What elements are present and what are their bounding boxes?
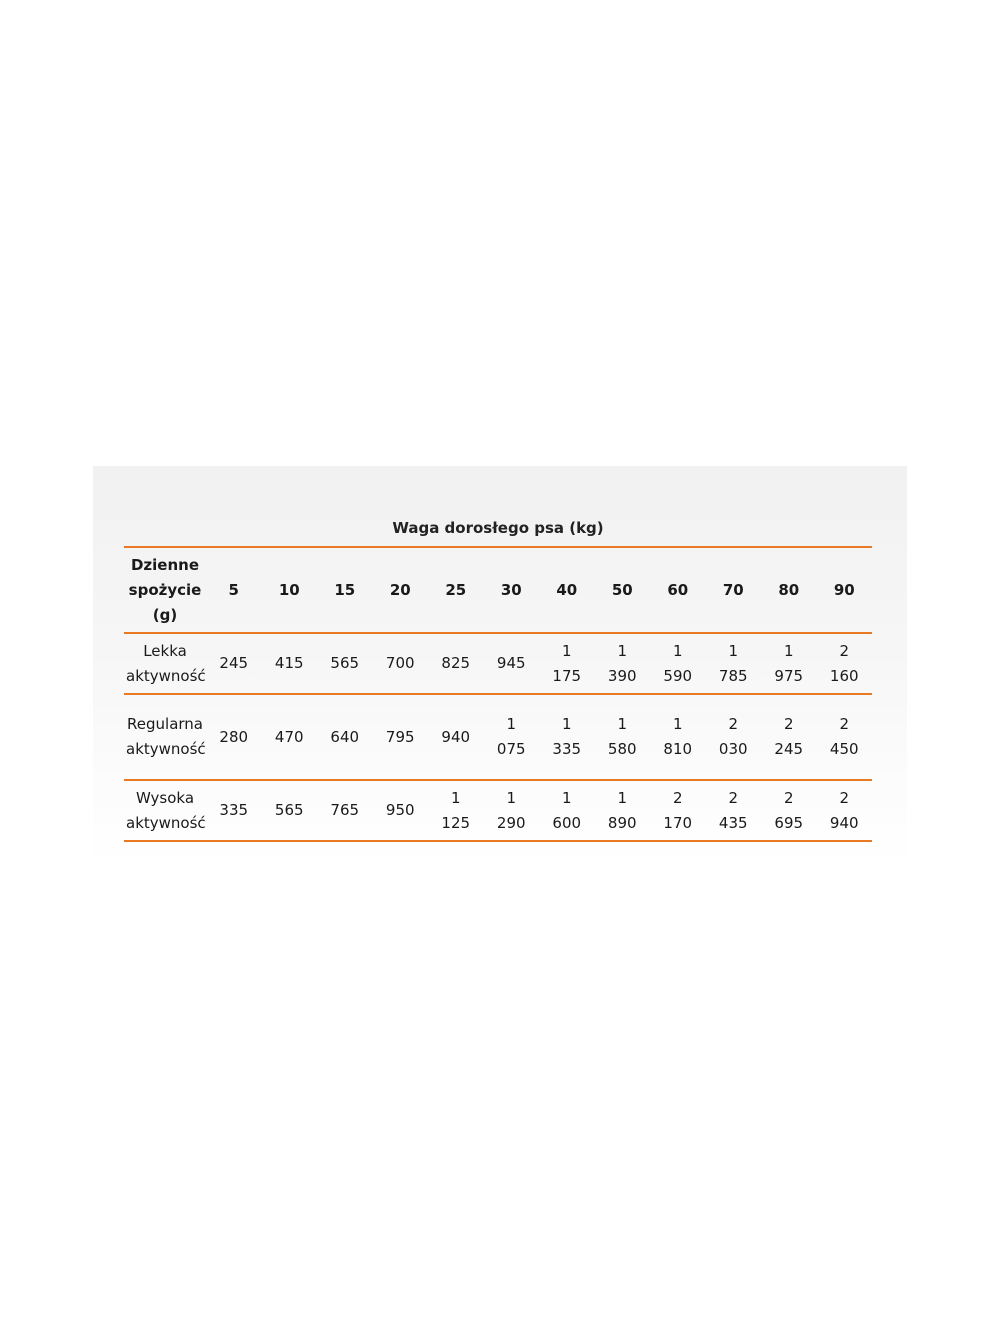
table-cell: 2 435 bbox=[718, 788, 748, 832]
header-weight: 15 bbox=[334, 580, 356, 599]
table-cell: 2 245 bbox=[774, 715, 804, 758]
header-weight: 10 bbox=[278, 580, 300, 599]
table-cell: 1 075 bbox=[496, 715, 526, 758]
table-cell: 565 bbox=[274, 801, 304, 819]
header-weight: 90 bbox=[833, 580, 855, 599]
row-label: Wysoka aktywność bbox=[126, 788, 206, 832]
table-cell: 1 175 bbox=[552, 641, 582, 685]
table-cell: 700 bbox=[385, 654, 415, 672]
table-caption: Waga dorosłego psa (kg) bbox=[392, 519, 604, 537]
table-cell: 2 170 bbox=[663, 788, 693, 832]
header-weight: 50 bbox=[611, 580, 633, 599]
table-cell: 1 890 bbox=[607, 788, 637, 832]
table-cell: 1 590 bbox=[663, 641, 693, 685]
table-cell: 825 bbox=[441, 654, 471, 672]
table-cell: 1 335 bbox=[552, 715, 582, 758]
header-weight: 70 bbox=[722, 580, 744, 599]
table-cell: 640 bbox=[330, 727, 360, 746]
row-label: Lekka aktywność bbox=[126, 641, 206, 685]
table-cell: 2 450 bbox=[829, 715, 859, 758]
table-header-row bbox=[124, 547, 872, 633]
table-cell: 945 bbox=[496, 654, 526, 672]
header-weight: 25 bbox=[445, 580, 467, 599]
table-row bbox=[124, 694, 872, 780]
row-label: Regularna aktywność bbox=[126, 715, 206, 758]
table-cell: 795 bbox=[385, 727, 415, 746]
table-cell: 1 125 bbox=[441, 788, 471, 832]
header-weight: 30 bbox=[500, 580, 522, 599]
table-cell: 1 390 bbox=[607, 641, 637, 685]
feeding-table bbox=[124, 546, 872, 842]
header-weight: 60 bbox=[667, 580, 689, 599]
table-cell: 1 975 bbox=[774, 641, 804, 685]
table-cell: 565 bbox=[330, 654, 360, 672]
table-row bbox=[124, 780, 872, 841]
table-cell: 2 030 bbox=[718, 715, 748, 758]
feeding-table-container bbox=[124, 510, 872, 842]
header-weight: 40 bbox=[556, 580, 578, 599]
table-cell: 765 bbox=[330, 801, 360, 819]
table-cell: 940 bbox=[441, 727, 471, 746]
table-cell: 1 600 bbox=[552, 788, 582, 832]
table-cell: 1 785 bbox=[718, 641, 748, 685]
header-weight: 20 bbox=[389, 580, 411, 599]
table-cell: 470 bbox=[274, 727, 304, 746]
table-cell: 1 580 bbox=[607, 715, 637, 758]
table-cell: 2 160 bbox=[829, 641, 859, 685]
table-cell: 2 695 bbox=[774, 788, 804, 832]
table-cell: 1 290 bbox=[496, 788, 526, 832]
table-cell: 280 bbox=[219, 727, 249, 746]
header-weight: 5 bbox=[228, 580, 239, 599]
table-cell: 1 810 bbox=[663, 715, 693, 758]
table-cell: 335 bbox=[219, 801, 249, 819]
table-cell: 245 bbox=[219, 654, 249, 672]
header-weight: 80 bbox=[778, 580, 800, 599]
table-cell: 415 bbox=[274, 654, 304, 672]
table-row bbox=[124, 633, 872, 694]
header-daily-intake: Dzienne spożycie (g) bbox=[128, 555, 202, 624]
table-cell: 950 bbox=[385, 801, 415, 819]
table-cell: 2 940 bbox=[829, 788, 859, 832]
